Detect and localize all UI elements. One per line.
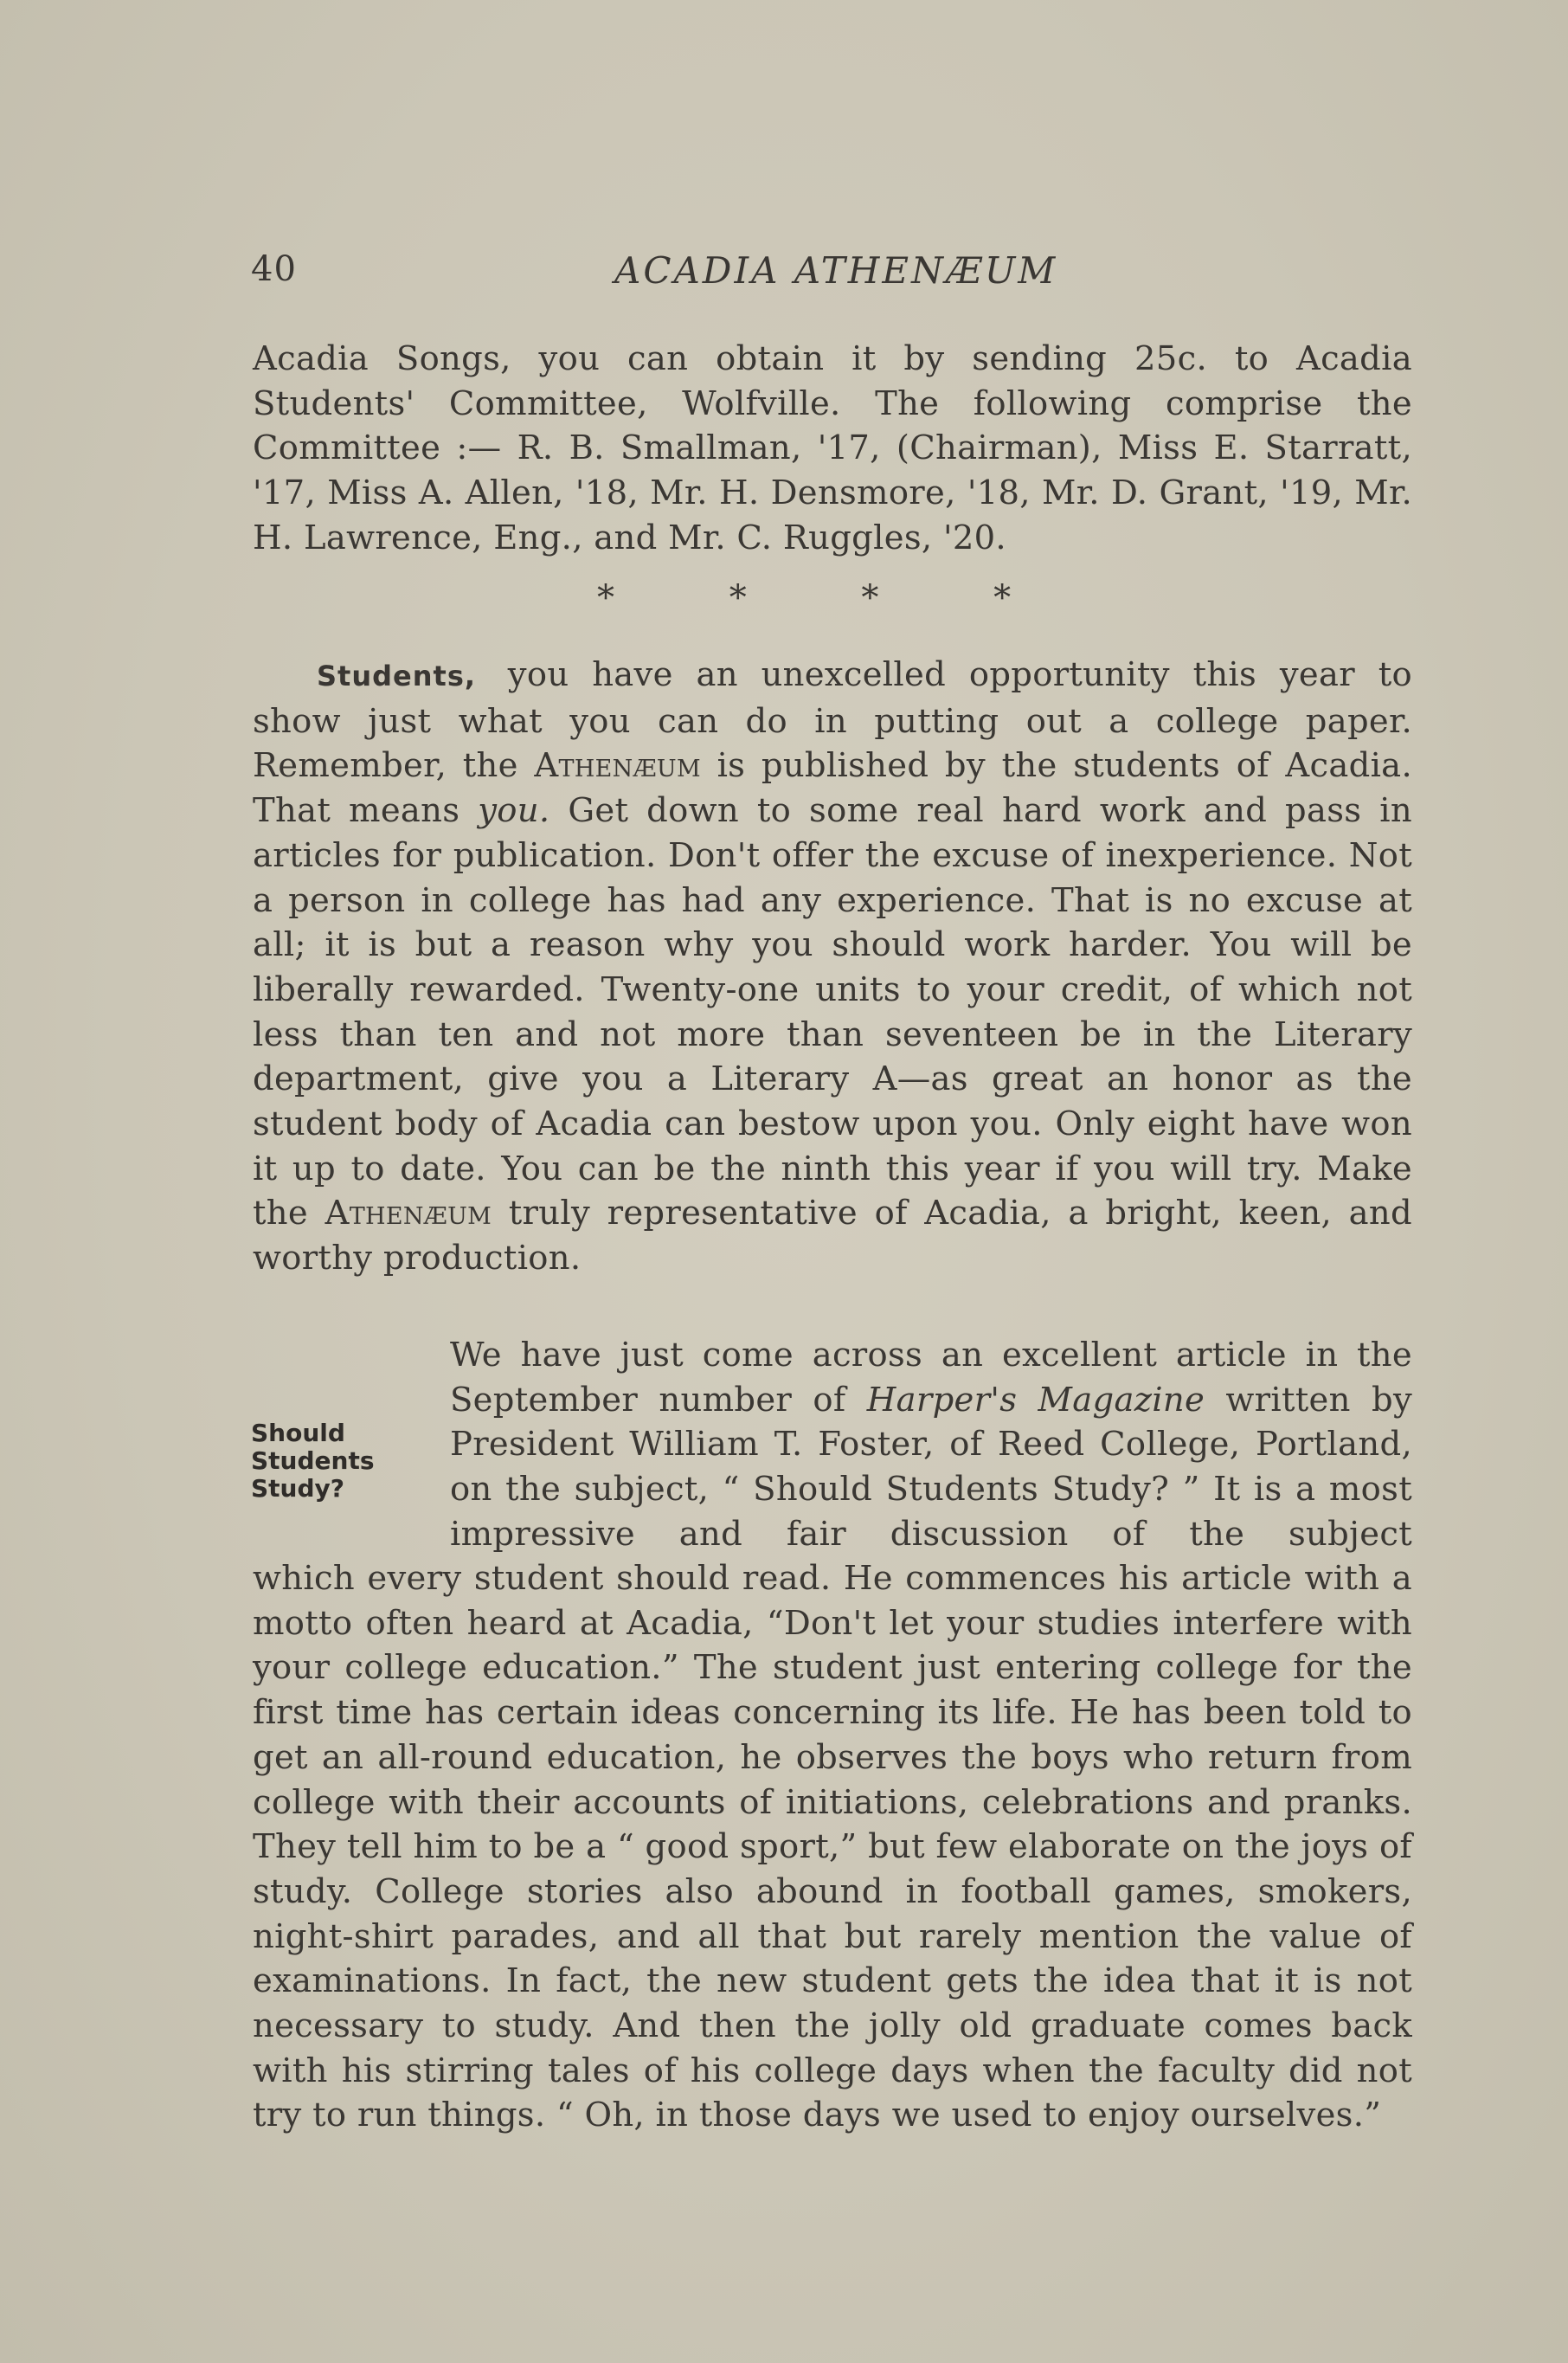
sidenote-line: Study? — [251, 1474, 345, 1503]
sidenote-line: Students — [251, 1446, 375, 1475]
paragraph-text: truly representative of Acadia, a bright, keen, and worthy production. — [253, 1194, 1412, 1278]
paragraph-text: written by President William T. Foster, of Reed College, Portland, on the subject, “ Should Students Study? ” It is a most impressive and fair discussion of the subject — [450, 1380, 1412, 1554]
paragraph-text: is published by the students of Acadia. That means — [253, 746, 1412, 831]
paragraph-students-appeal — [253, 653, 1412, 1281]
section-separator: * * * * — [597, 578, 1012, 618]
journal-name: Athenæum — [325, 1194, 492, 1233]
sidenote-line: Should — [251, 1419, 345, 1447]
emphasis-text: you. — [478, 791, 550, 831]
page-number: 40 — [251, 249, 297, 289]
paragraph-text: We have just come across an excellent article in the September number of — [450, 1336, 1412, 1420]
journal-name: Athenæum — [534, 746, 701, 786]
paragraph-harpers-intro — [450, 1333, 1412, 1557]
running-title: ACADIA ATHENÆUM — [614, 249, 1058, 292]
lead-in-heading: Students, — [317, 660, 477, 692]
paragraph-committee: Acadia Songs, you can obtain it by sending 25c. to Acadia Students' Committee, Wolfville. The following comprise the Committee :— R. B. Smallman, '17, (Chairman), Miss E. Starratt, '17, Miss A. Allen, '18, Mr. H. Densmore, '18, Mr. D. Grant, '19, Mr. H. Lawrence, Eng., and Mr. C. Ruggles, '20. — [253, 339, 1412, 557]
paragraph-text: Get down to some real hard work and pass in articles for publication. Don't offer the excuse of inexperience. Not a person in college has had any experience. That is no excuse at all; it is but a reason why you should work harder. You will be liberally rewarded. Twenty-one units to your credit, of which not less than ten and not more than seventeen be in the Literary department, give you a Literary A—as great an honor as the student body of Acadia can bestow upon you. Only eight have won it up to date. You can be the ninth this year if you will try. Make the — [253, 791, 1412, 1233]
margin-sidenote — [251, 1420, 424, 1503]
paragraph-harpers-body: which every student should read. He commences his article with a motto often heard at Acadia, “Don't let your studies interfere with your college education.” The student just entering college for the first time has certain ideas concerning its life. He has been told to get an all-round education, he observes the boys who return from college with their accounts of initiations, celebrations and pranks. They tell him to be a “ good sport,” but few elaborate on the joys of study. College stories also abound in football games, smokers, night-shirt parades, and all that but rarely mention the value of examinations. In fact, the new student gets the idea that it is not necessary to study. And then the jolly old graduate comes back with his stirring tales of his college days when the faculty did not try to run things. “ Oh, in those days we used to enjoy ourselves.” — [253, 1559, 1412, 2135]
paragraph-text: you have an unexcelled opportunity this year to show just what you can do in putting out a college paper. Remember, the — [253, 655, 1412, 786]
page-header — [251, 242, 1411, 303]
magazine-title: Harper's Magazine — [866, 1380, 1205, 1420]
